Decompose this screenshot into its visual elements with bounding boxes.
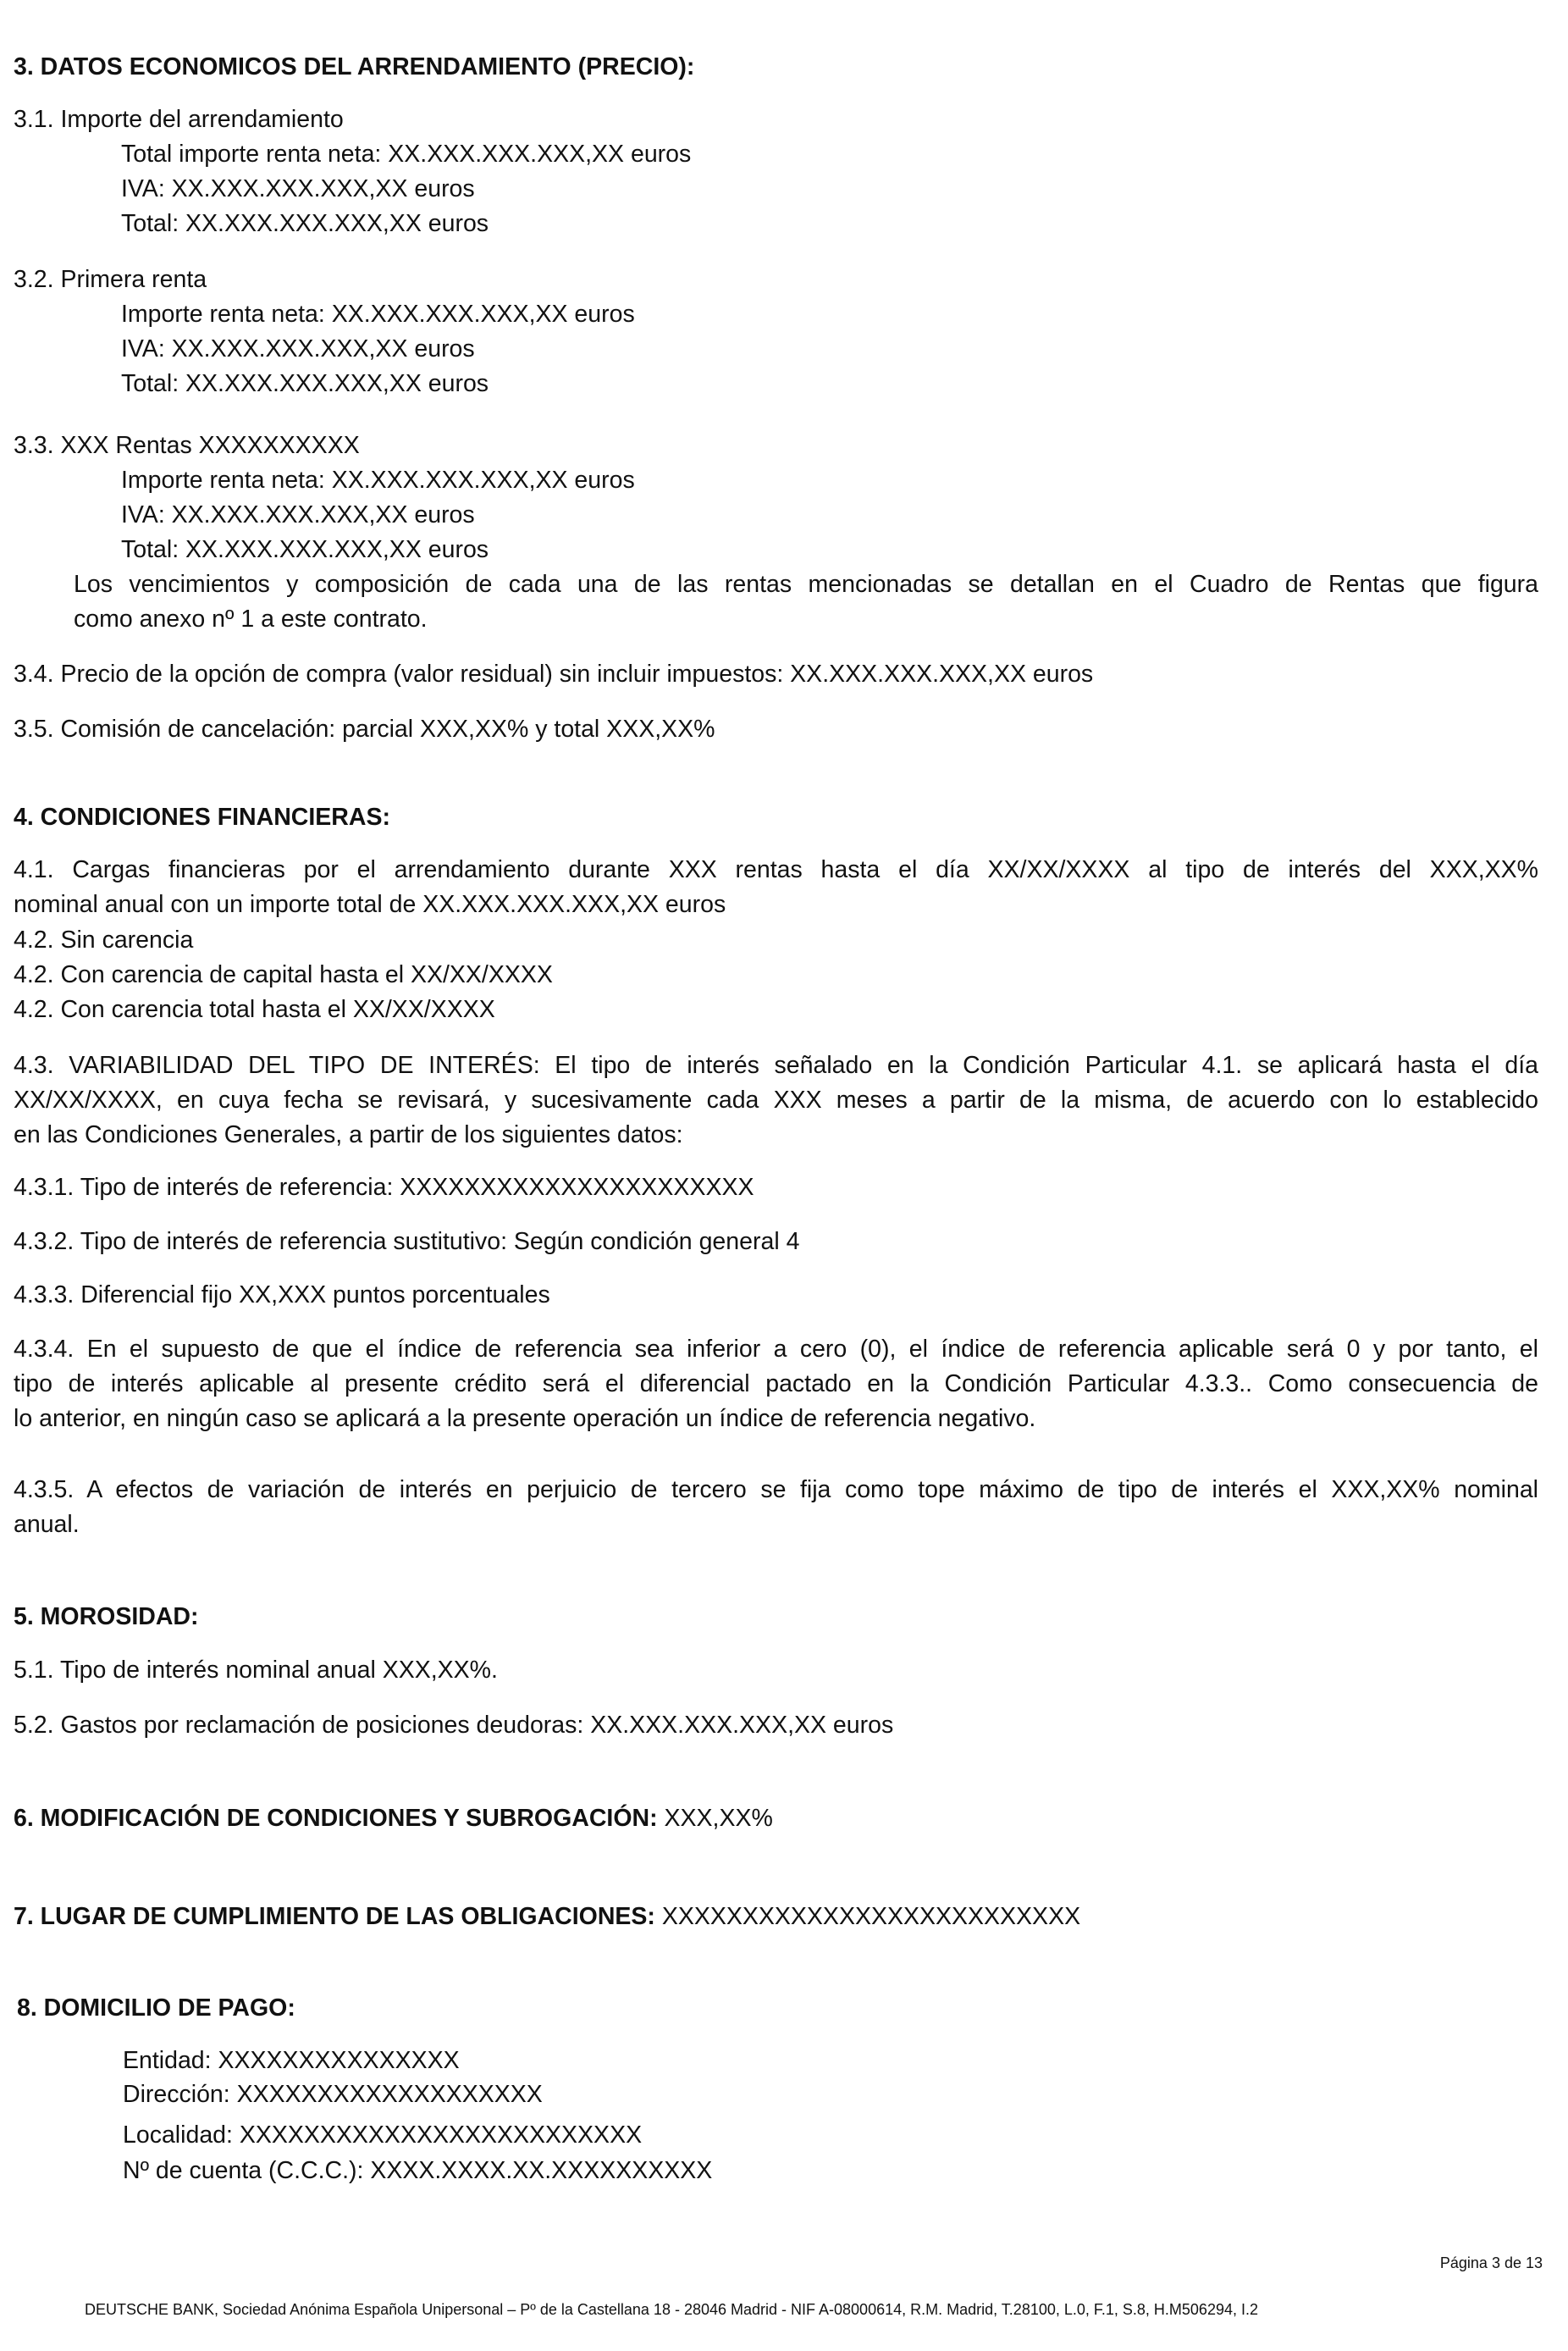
paragraph-line: tipo de interés aplicable al presente crédito será el diferencial pactado en la Condición Particular 4.3.3.. Como consecuencia de	[14, 1370, 1538, 1397]
section-4-heading: 4. CONDICIONES FINANCIERAS:	[14, 804, 390, 831]
section-3-1-line: Total importe renta neta: XX.XXX.XXX.XXX,XX euros	[121, 141, 692, 168]
payment-address: Dirección: XXXXXXXXXXXXXXXXXXX	[123, 2081, 543, 2108]
section-7-heading: 7. LUGAR DE CUMPLIMIENTO DE LAS OBLIGACIONES:	[14, 1903, 655, 1930]
section-7	[14, 1900, 1080, 1934]
section-3-5: 3.5. Comisión de cancelación: parcial XXX,XX% y total XXX,XX%	[14, 716, 715, 743]
paragraph-line: 4.3.4. En el supuesto de que el índice de referencia sea inferior a cero (0), el índice de referencia aplicable será 0 y por tanto, el	[14, 1336, 1538, 1363]
paragraph-line: 4.3. VARIABILIDAD DEL TIPO DE INTERÉS: El tipo de interés señalado en la Condición Particular 4.1. se aplicará hasta el día	[14, 1052, 1538, 1079]
section-4-1	[14, 853, 1538, 922]
section-3-3-line: Total: XX.XXX.XXX.XXX,XX euros	[121, 536, 489, 563]
section-6-heading: 6. MODIFICACIÓN DE CONDICIONES Y SUBROGACIÓN:	[14, 1805, 658, 1832]
company-footer: DEUTSCHE BANK, Sociedad Anónima Española Unipersonal – Pº de la Castellana 18 - 28046 Madrid - NIF A-08000614, R.M. Madrid, T.28100, L.0, F.1, S.8, H.M506294, I.2	[85, 2301, 1258, 2318]
paragraph-line: nominal anual con un importe total de XX.XXX.XXX.XXX,XX euros	[14, 891, 726, 918]
section-3-3-line: IVA: XX.XXX.XXX.XXX,XX euros	[121, 501, 475, 528]
section-6-value: XXX,XX%	[657, 1805, 773, 1832]
section-3-4: 3.4. Precio de la opción de compra (valor residual) sin incluir impuestos: XX.XXX.XXX.XXX,XX euros	[14, 661, 1094, 688]
section-5-heading: 5. MOROSIDAD:	[14, 1603, 199, 1630]
section-4-3-2: 4.3.2. Tipo de interés de referencia sustitutivo: Según condición general 4	[14, 1228, 800, 1255]
paragraph-line: anual.	[14, 1511, 80, 1538]
section-5-2: 5.2. Gastos por reclamación de posiciones deudoras: XX.XXX.XXX.XXX,XX euros	[14, 1712, 894, 1739]
page-number: Página 3 de 13	[1439, 2254, 1543, 2271]
section-3-3-title: 3.3. XXX Rentas XXXXXXXXXX	[14, 432, 360, 459]
paragraph-line: 4.3.5. A efectos de variación de interés en perjuicio de tercero se fija como tope máximo de tipo de interés el XXX,XX% nominal	[14, 1476, 1538, 1503]
section-4-3-4	[14, 1332, 1538, 1436]
paragraph-line: 4.1. Cargas financieras por el arrendamiento durante XXX rentas hasta el día XX/XX/XXXX al tipo de interés del XXX,XX%	[14, 856, 1538, 883]
section-4-2-carencia-total: 4.2. Con carencia total hasta el XX/XX/XXXX	[14, 996, 495, 1023]
section-3-2-line: IVA: XX.XXX.XXX.XXX,XX euros	[121, 335, 475, 362]
payment-entity: Entidad: XXXXXXXXXXXXXXX	[123, 2047, 460, 2074]
section-4-2-sin-carencia: 4.2. Sin carencia	[14, 927, 194, 954]
section-4-3-5	[14, 1473, 1538, 1542]
section-4-3	[14, 1048, 1538, 1153]
section-7-value: XXXXXXXXXXXXXXXXXXXXXXXXXX	[654, 1903, 1081, 1930]
paragraph-line: XX/XX/XXXX, en cuya fecha se revisará, y sucesivamente cada XXX meses a partir de la misma, de acuerdo con lo establecido	[14, 1087, 1538, 1114]
paragraph-line: en las Condiciones Generales, a partir de los siguientes datos:	[14, 1121, 683, 1148]
section-3-3-line: Importe renta neta: XX.XXX.XXX.XXX,XX euros	[121, 467, 635, 494]
payment-locality: Localidad: XXXXXXXXXXXXXXXXXXXXXXXXX	[123, 2121, 643, 2149]
section-3-1-title: 3.1. Importe del arrendamiento	[14, 106, 344, 133]
section-3-heading: 3. DATOS ECONOMICOS DEL ARRENDAMIENTO (PRECIO):	[14, 53, 695, 80]
section-4-3-3: 4.3.3. Diferencial fijo XX,XXX puntos porcentuales	[14, 1281, 550, 1308]
payment-account-number: Nº de cuenta (C.C.C.): XXXX.XXXX.XX.XXXXXXXXXX	[123, 2157, 713, 2184]
section-3-2-title: 3.2. Primera renta	[14, 266, 207, 293]
note-line: Los vencimientos y composición de cada una de las rentas mencionadas se detallan en el Cuadro de Rentas que figura	[74, 571, 1538, 598]
section-6	[14, 1801, 773, 1836]
note-line: como anexo nº 1 a este contrato.	[74, 606, 428, 633]
section-3-2-line: Importe renta neta: XX.XXX.XXX.XXX,XX euros	[121, 301, 635, 328]
section-3-3-note	[74, 567, 1538, 637]
section-5-1: 5.1. Tipo de interés nominal anual XXX,XX%.	[14, 1657, 498, 1684]
section-4-3-1: 4.3.1. Tipo de interés de referencia: XXXXXXXXXXXXXXXXXXXXXX	[14, 1174, 754, 1201]
section-3-1-line: IVA: XX.XXX.XXX.XXX,XX euros	[121, 175, 475, 202]
section-4-2-carencia-capital: 4.2. Con carencia de capital hasta el XX/XX/XXXX	[14, 961, 553, 988]
paragraph-line: lo anterior, en ningún caso se aplicará a la presente operación un índice de referencia negativo.	[14, 1405, 1036, 1432]
section-3-1-line: Total: XX.XXX.XXX.XXX,XX euros	[121, 210, 489, 237]
section-8-heading: 8. DOMICILIO DE PAGO:	[17, 1994, 295, 2022]
section-3-2-line: Total: XX.XXX.XXX.XXX,XX euros	[121, 370, 489, 397]
